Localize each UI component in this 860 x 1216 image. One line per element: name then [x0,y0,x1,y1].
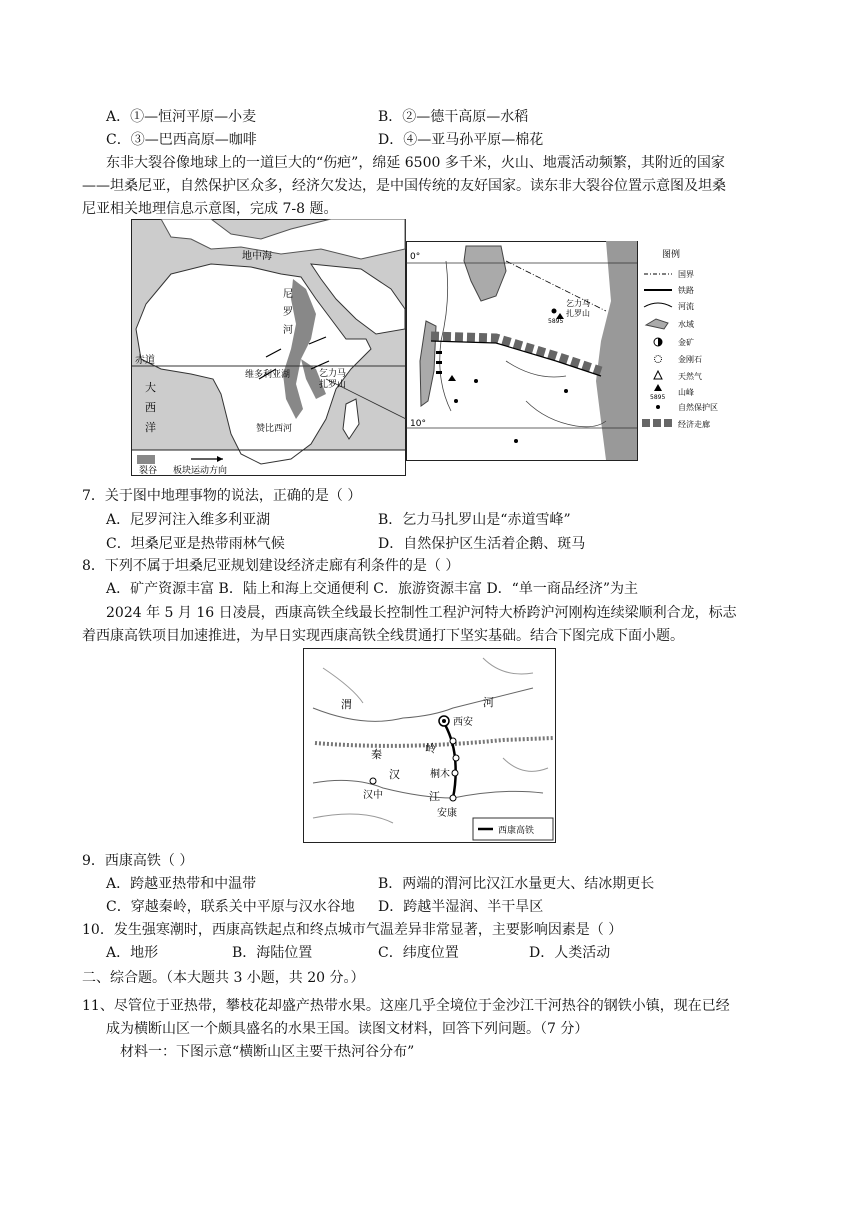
kili-label-2: 扎罗山 [566,309,590,318]
q11-line1: 11、尽管位于亚热带，攀枝花却盛产热带水果。这座几乎全境位于金沙江干河热谷的钢铁小镇，现在已经 [82,998,730,1014]
section-2-heading: 二、综合题。（本大题共 3 小题，共 20 分。） [82,970,365,986]
wei-label: 渭 [341,698,352,711]
tongmu-label: 桐木 [430,769,450,780]
xikang-railway-map [303,648,556,843]
material1-caption: 材料一：下图示意“横断山区主要干热河谷分布” [120,1044,415,1060]
jiang-label: 江 [429,790,440,803]
kilimanjaro-label-1: 乞力马 [319,369,347,379]
q11-line2: 成为横断山区一个颇具盛名的水果王国。读图文材料，回答下列问题。（7 分） [106,1021,589,1037]
legend-railway-label: 西康高铁 [498,826,535,836]
legend-peak-elev: 5895 [650,394,666,401]
xian-label: 西安 [453,717,473,728]
q7-option-c: C．坦桑尼亚是热带雨林气候 [106,536,285,552]
q9-option-d: D．跨越半湿润、半干旱区 [378,899,544,915]
legend-water: 水域 [678,320,694,329]
intro-78-line1: 东非大裂谷像地球上的一道巨大的“伤疤”，绵延 6500 多千米，火山、地震活动频繁，其附近的国家 [106,155,725,171]
kili-elev-label: 5895 [548,318,564,325]
q9-option-b: B．两端的渭河比汉江水量更大、结冰期更长 [378,876,655,892]
equator-label: 赤道 [135,355,155,366]
atlantic-label-1: 大 [145,381,156,394]
atlantic-label-2: 西 [145,401,156,414]
intro-78-line2: ——坦桑尼亚，自然保护区众多，经济欠发达，是中国传统的友好国家。读东非大裂谷位置示意图及坦桑 [82,178,726,194]
q6-option-a: A．①—恒河平原—小麦 [106,109,257,125]
intro-910-line2: 着西康高铁项目加速推进，为早日实现西康高铁全线贯通打下坚实基础。结合下图完成下面小题。 [82,628,684,644]
legend-border: 国界 [678,270,694,279]
legend-corridor: 经济走廊 [678,420,710,429]
q7-option-a: A．尼罗河注入维多利亚湖 [106,512,271,528]
q7-stem: 7．关于图中地理事物的说法，正确的是（ ） [82,488,362,504]
ankang-label: 安康 [437,808,457,819]
victoria-label: 维多利亚湖 [245,370,291,380]
he-label: 河 [483,696,494,709]
q9-option-a: A．跨越亚热带和中温带 [106,876,257,892]
atlantic-label-3: 洋 [145,421,156,434]
q8-options: A．矿产资源丰富 B．陆上和海上交通便利 C．旅游资源丰富 D．“单一商品经济”为主 [106,581,638,597]
tanzania-legend [642,248,718,429]
tanzania-map [406,241,718,461]
q7-option-b: B．乞力马扎罗山是“赤道雪峰” [378,512,571,528]
legend-title: 图例 [662,250,681,260]
kilimanjaro-label-2: 扎罗山 [319,380,347,390]
nile-label-3: 河 [283,325,293,336]
q7-option-d: D．自然保护区生活着企鹅、斑马 [378,536,586,552]
ling-label: 岭 [425,742,436,755]
q10-option-c: C．纬度位置 [378,945,459,961]
legend-diamond: 金刚石 [678,355,702,364]
legend-gas: 天然气 [678,372,702,381]
legend-railway: 铁路 [678,286,694,295]
intro-910-line1: 2024 年 5 月 16 日凌晨，西康高铁全线最长控制性工程沪河特大桥跨沪河刚构连续梁顺利合龙，标志 [106,605,737,621]
nile-label-1: 尼 [283,289,293,300]
lat-10-label: 10° [410,419,426,429]
intro-78-line3: 尼亚相关地理信息示意图，完成 7-8 题。 [82,201,338,217]
q9-stem: 9．西康高铁（ ） [82,853,194,869]
q10-option-d: D．人类活动 [529,945,611,961]
mediterranean-label: 地中海 [242,251,272,262]
qin-label: 秦 [371,748,382,761]
q8-stem: 8．下列不属于坦桑尼亚规划建设经济走廊有利条件的是（ ） [82,558,460,574]
zambezi-label: 赞比西河 [256,424,293,434]
kili-label-1: 乞力马 [566,299,590,308]
q10-option-a: A．地形 [106,945,159,961]
east-africa-rift-map [131,219,406,476]
legend-rift-label: 裂谷 [139,466,158,476]
legend-peak: 山峰 [678,388,694,397]
legend-river: 河流 [678,302,694,311]
hanzhong-label: 汉中 [363,790,383,801]
q6-option-b: B．②—德干高原—水稻 [378,109,529,125]
lat-0-label: 0° [410,252,421,262]
legend-gold: 金矿 [678,338,694,347]
han-label: 汉 [389,768,400,781]
legend-reserve: 自然保护区 [678,403,718,412]
nile-label-2: 罗 [283,307,293,318]
q10-option-b: B．海陆位置 [232,945,313,961]
q6-option-c: C．③—巴西高原—咖啡 [106,132,257,148]
q9-option-c: C．穿越秦岭，联系关中平原与汉水谷地 [106,899,355,915]
legend-plate-label: 板块运动方向 [173,466,228,476]
q10-stem: 10．发生强寒潮时，西康高铁起点和终点城市气温差异非常显著，主要影响因素是（ ） [82,922,623,938]
q6-option-d: D．④—亚马孙平原—棉花 [378,132,544,148]
